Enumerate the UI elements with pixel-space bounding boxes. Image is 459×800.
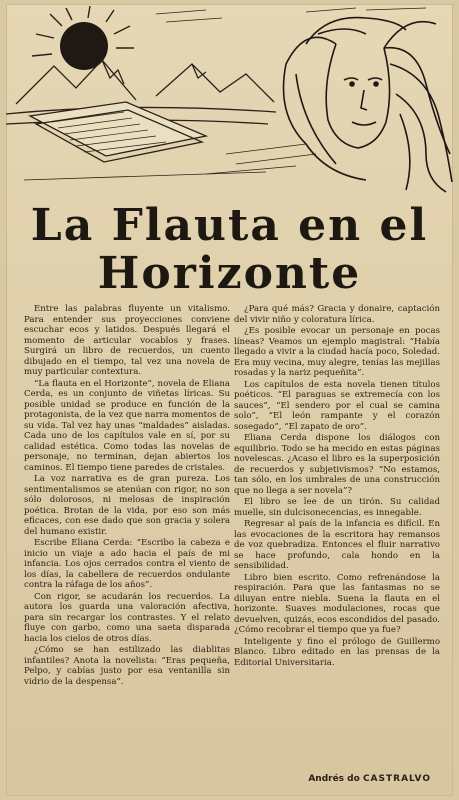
paragraph: ¿Cómo se han estilizado las diablitas infantiles? Anota la novelista: “Eras pequeña, Pelpo, y cabías justo por esa ventanilla sin vidrio de la despensa”. [24,645,230,687]
sun-drawing [32,6,134,70]
article-title-line-2: Horizonte [97,248,362,299]
author-byline [308,774,431,784]
paragraph: La voz narrativa es de gran pureza. Los sentimentalismos se atenúan con rigor, no son sólo dolorosos, ni melosas de inspiración poética. Brotan de la vida, por eso son más eficaces, con ese dado que son gracia y solera del humano existir. [24,474,230,537]
paragraph: Los capítulos de esta novela tienen títulos poéticos. “El paraguas se extremecía con los sauces”, “El sendero por el cual se camina solo”, “El león rampante y el corazón sosegado”, “El zapato de oro”. [234,379,440,432]
open-book-drawing [30,102,206,162]
paragraph: Libro bien escrito. Como refrenándose la respiración. Para que las fantasmas no se diluyan entre niebla. Suena la flauta en el horizonte. Suaves modulaciones, rocas que devuelven, quizás, ecos escondidos del pasado. ¿Cómo recobrar el tiempo que ya fue? [234,572,440,635]
article-title-line-1: La Flauta en el [30,200,429,251]
paragraph: Con rigor, se acudarán los recuerdos. La autora los guarda una valoración afectiva, para sin recargar los contrastes. Y el relato fluye con garbo, como una saeta disparada hacia los cielos de otros días. [24,591,230,644]
paragraph: El libro se lee de un tirón. Su calidad muelle, sin dulcisonecencias, es innegable. [234,497,440,518]
paragraph: “La flauta en el Horizonte”, novela de Eliana Cerda, es un conjunto de viñetas líricas. Su posible unidad se produce en función de la protagonista, de la vez que narra momentos de su vida. Tal vez hay unas “maldades” aisladas. Cada uno de los capítulos vale en sí, por su calidad estética. Como todas las novelas de personaje, no terminan, dejan abiertos los caminos. El tiempo tiene paredes de cristales. [24,378,230,473]
paragraph: Escribe Eliana Cerda: “Escribo la cabeza e inicio un viaje a ado hacia el país de mi infancia. Los ojos cerrados contra el viento de los días, la cabellera de recuerdos ondulante contra la ráfaga de los años”. [24,538,230,590]
article-column-left [24,304,230,774]
paragraph: Regresar al país de la infancia es difícil. En las evocaciones de la escritora hay remansos de voz quebradiza. Entonces el fluir narrativo se hace profundo, cala hondo en la sensibilidad. [234,519,440,571]
paragraph: ¿Para qué más? Gracia y donaire, captación del vivir niño y coloratura lírica. [234,304,440,325]
paragraph: Entre las palabras fluyente un vitalismo. Para entender sus proyecciones conviene escuchar ecos y latidos. Después llegará el momento de articular vocablos y frases. Surgirá un libro de recuerdos, un cuento dibujado en el tiempo, tal vez una novela de muy particular contextura. [24,304,230,377]
illustration-woman-horizon [6,4,453,196]
woman-face-drawing [284,18,453,192]
paragraph: Eliana Cerda dispone los diálogos con equilibrio. Todo se ha mecido en estas páginas novelescas. ¿Acaso el libro es la superposición de recuerdos y subjetivismos? “No estamos, tan sólo, en los umbrales de una construcción que no llega a ser novela”? [234,433,440,496]
paragraph: ¿Es posible evocar un personaje en pocas líneas? Veamos un ejemplo magistral: “Había llegado a vivir a la ciudad hacía poco, Soledad. Era muy vecina, muy alegre, tenías las mejillas rosadas y la nariz pequeñita”. [234,326,440,378]
newspaper-clipping [6,4,453,796]
author-name: CASTRALVO [362,774,431,784]
paragraph: Inteligente y fino el prólogo de Guillermo Blanco. Libro editado en las prensas de la Editorial Universitaria. [234,636,440,668]
article-column-right [234,304,440,774]
byline-prefix: Andrés do [308,774,360,784]
